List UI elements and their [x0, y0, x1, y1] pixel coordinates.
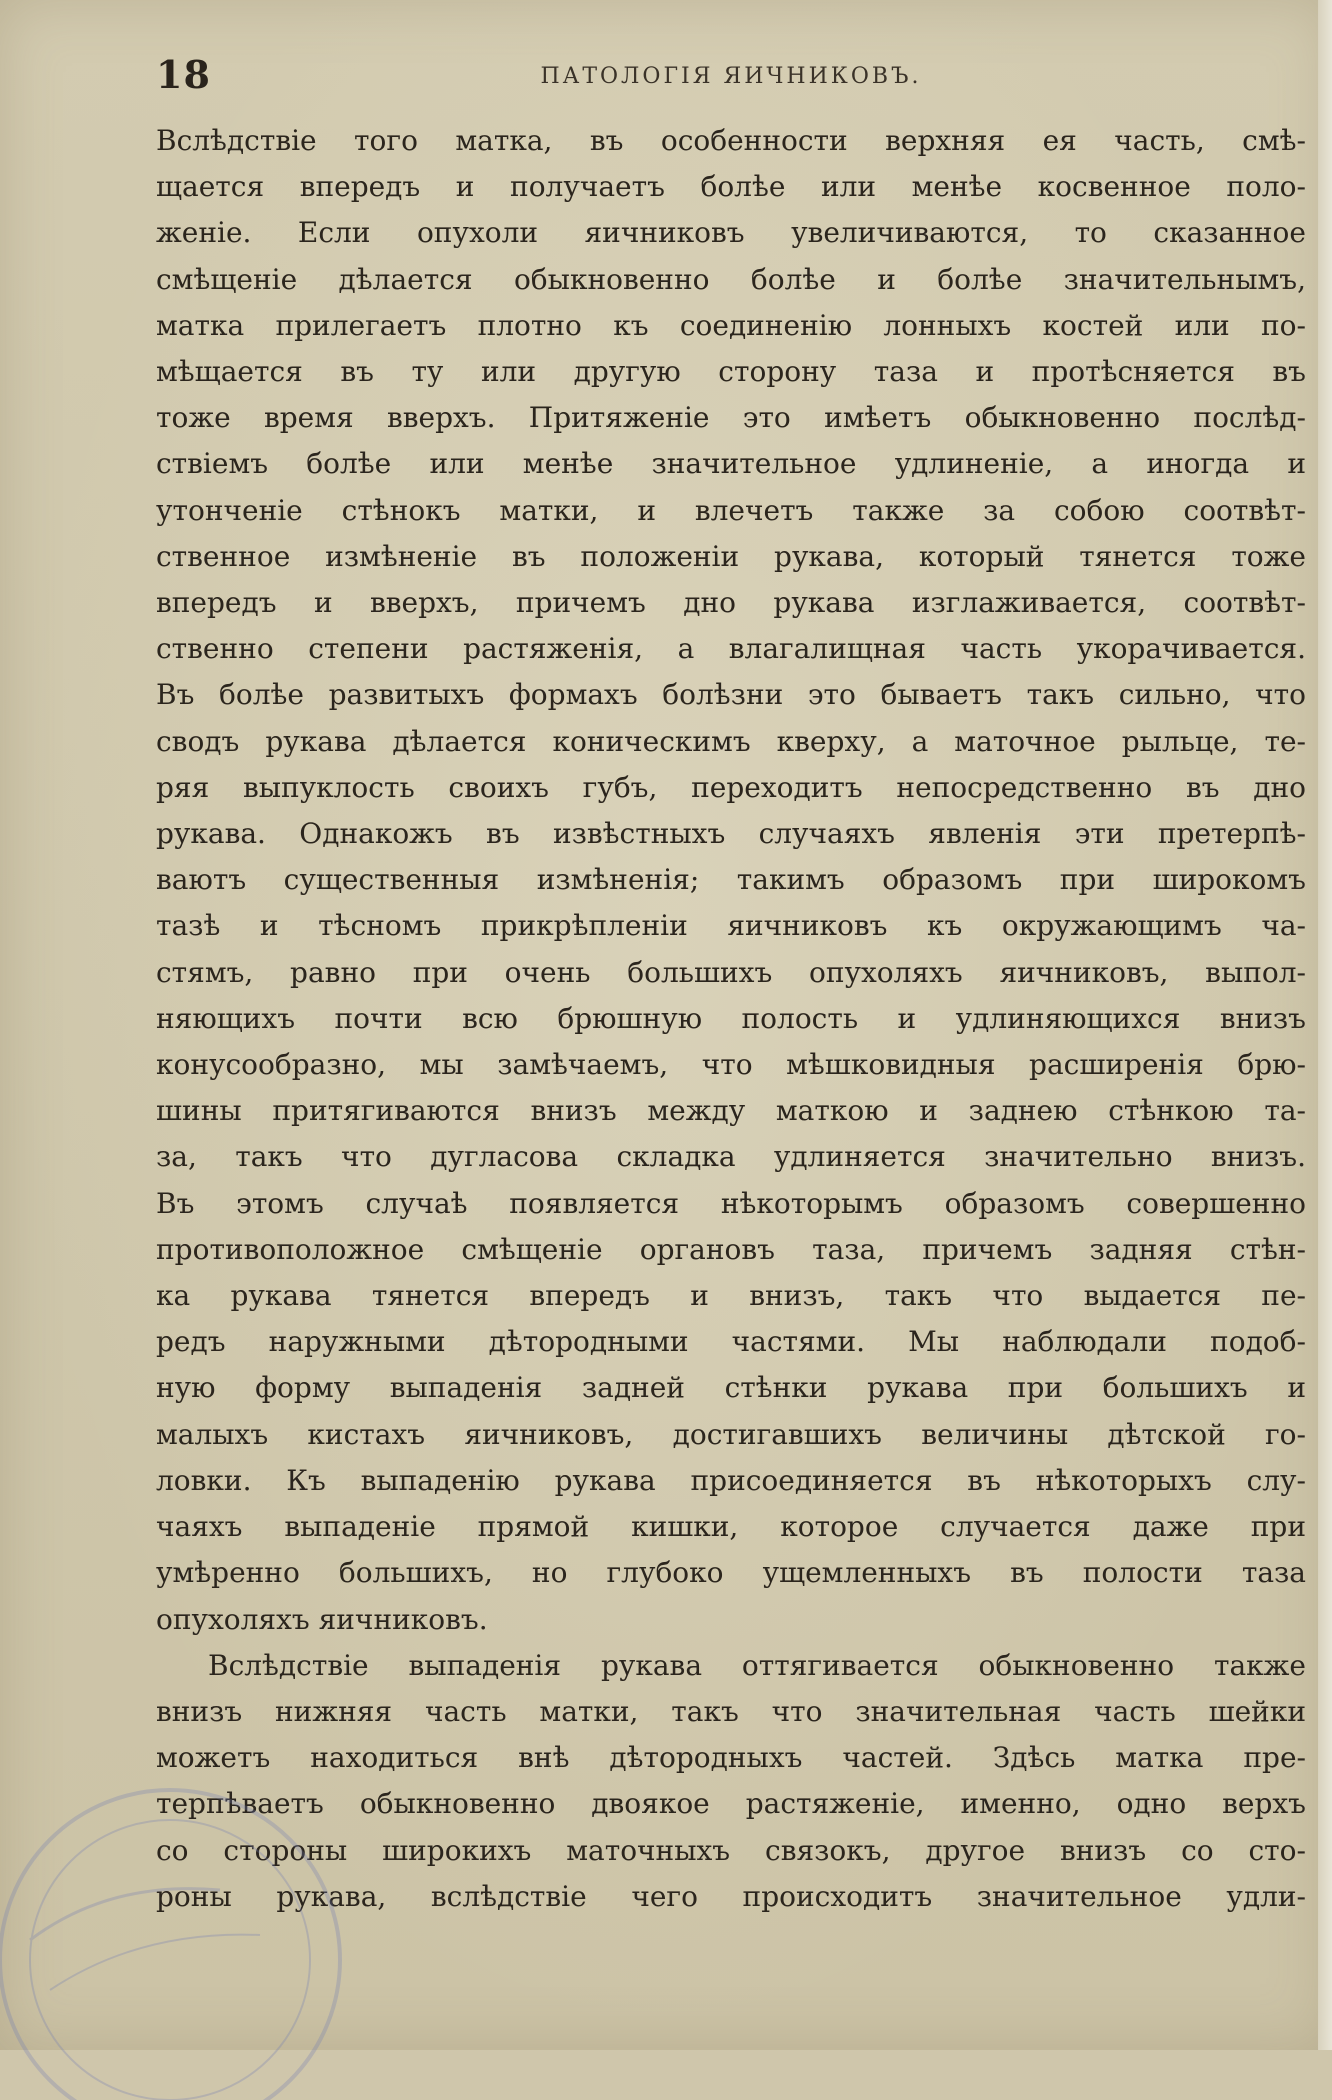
text-line: рукава. Однакожъ въ извѣстныхъ случаяхъ явленія эти претерпѣ- — [156, 817, 1306, 851]
text-line: внизъ нижняя часть матки, такъ что значительная часть шейки — [156, 1694, 1306, 1728]
text-line: мѣщается въ ту или другую сторону таза и протѣсняется въ — [156, 355, 1306, 389]
text-line: стямъ, равно при очень большихъ опухоляхъ яичниковъ, выпол- — [156, 955, 1306, 989]
page-edge — [1318, 0, 1332, 2050]
text-line: матка прилегаетъ плотно къ соединенію лонныхъ костей или по- — [156, 308, 1306, 342]
text-line: ряя выпуклость своихъ губъ, переходитъ непосредственно въ дно — [156, 770, 1306, 804]
text-line: ствіемъ болѣе или менѣе значительное удлиненіе, а иногда и — [156, 447, 1306, 481]
text-line: сводъ рукава дѣлается коническимъ кверху, а маточное рыльце, те- — [156, 724, 1306, 758]
text-line: роны рукава, вслѣдствіе чего происходитъ значительное удли- — [156, 1879, 1306, 1913]
text-line: со стороны широкихъ маточныхъ связокъ, другое внизъ со сто- — [156, 1833, 1306, 1867]
text-line: Въ болѣе развитыхъ формахъ болѣзни это бываетъ такъ сильно, что — [156, 678, 1306, 712]
text-line: противоположное смѣщеніе органовъ таза, причемъ задняя стѣн- — [156, 1232, 1306, 1266]
text-line: ловки. Къ выпаденію рукава присоединяется въ нѣкоторыхъ слу- — [156, 1463, 1306, 1497]
text-line: редъ наружными дѣтородными частями. Мы наблюдали подоб- — [156, 1325, 1306, 1359]
body-text — [156, 118, 1306, 1920]
text-line: ваютъ существенныя измѣненія; такимъ образомъ при широкомъ — [156, 863, 1306, 897]
text-line: смѣщеніе дѣлается обыкновенно болѣе и болѣе значительнымъ, — [156, 262, 1306, 296]
text-line: за, такъ что дугласова складка удлиняется значительно внизъ. — [156, 1140, 1306, 1174]
text-line: впередъ и вверхъ, причемъ дно рукава изглаживается, соотвѣт- — [156, 586, 1306, 620]
text-line: тоже время вверхъ. Притяженіе это имѣетъ обыкновенно послѣд- — [156, 401, 1306, 435]
text-line: щается впередъ и получаетъ болѣе или менѣе косвенное поло- — [156, 170, 1306, 204]
text-line: женіе. Если опухоли яичниковъ увеличиваются, то сказанное — [156, 216, 1306, 250]
text-line: Въ этомъ случаѣ появляется нѣкоторымъ образомъ совершенно — [156, 1186, 1306, 1220]
running-title: ПАТОЛОГІЯ ЯИЧНИКОВЪ. — [540, 64, 922, 89]
text-line: терпѣваетъ обыкновенно двоякое растяженіе, именно, одно верхъ — [156, 1787, 1306, 1821]
paragraph-start-line: Вслѣдствіе выпаденія рукава оттягивается обыкновенно также — [208, 1648, 1306, 1682]
text-line: утонченіе стѣнокъ матки, и влечетъ также за собою соотвѣт- — [156, 493, 1306, 527]
page-number: 18 — [156, 52, 211, 97]
text-line: ственное измѣненіе въ положеніи рукава, который тянется тоже — [156, 539, 1306, 573]
text-line: шины притягиваются внизъ между маткою и заднею стѣнкою та- — [156, 1094, 1306, 1128]
text-line: конусообразно, мы замѣчаемъ, что мѣшковидныя расширенія брю- — [156, 1048, 1306, 1082]
text-line: ственно степени растяженія, а влагалищная часть укорачивается. — [156, 632, 1306, 666]
paragraph-end-line: опухоляхъ яичниковъ. — [156, 1602, 488, 1636]
text-line: тазѣ и тѣсномъ прикрѣпленіи яичниковъ къ окружающимъ ча- — [156, 909, 1306, 943]
text-line: чаяхъ выпаденіе прямой кишки, которое случается даже при — [156, 1510, 1306, 1544]
text-line: можетъ находиться внѣ дѣтородныхъ частей. Здѣсь матка пре- — [156, 1741, 1306, 1775]
text-line: малыхъ кистахъ яичниковъ, достигавшихъ величины дѣтской го- — [156, 1417, 1306, 1451]
text-line: Вслѣдствіе того матка, въ особенности верхняя ея часть, смѣ- — [156, 124, 1306, 157]
text-line: умѣренно большихъ, но глубоко ущемленныхъ въ полости таза — [156, 1556, 1306, 1590]
text-line: ка рукава тянется впередъ и внизъ, такъ что выдается пе- — [156, 1279, 1306, 1313]
text-line: ную форму выпаденія задней стѣнки рукава при большихъ и — [156, 1371, 1306, 1405]
text-line: няющихъ почти всю брюшную полость и удлиняющихся внизъ — [156, 1001, 1306, 1035]
page-header — [156, 48, 1306, 98]
